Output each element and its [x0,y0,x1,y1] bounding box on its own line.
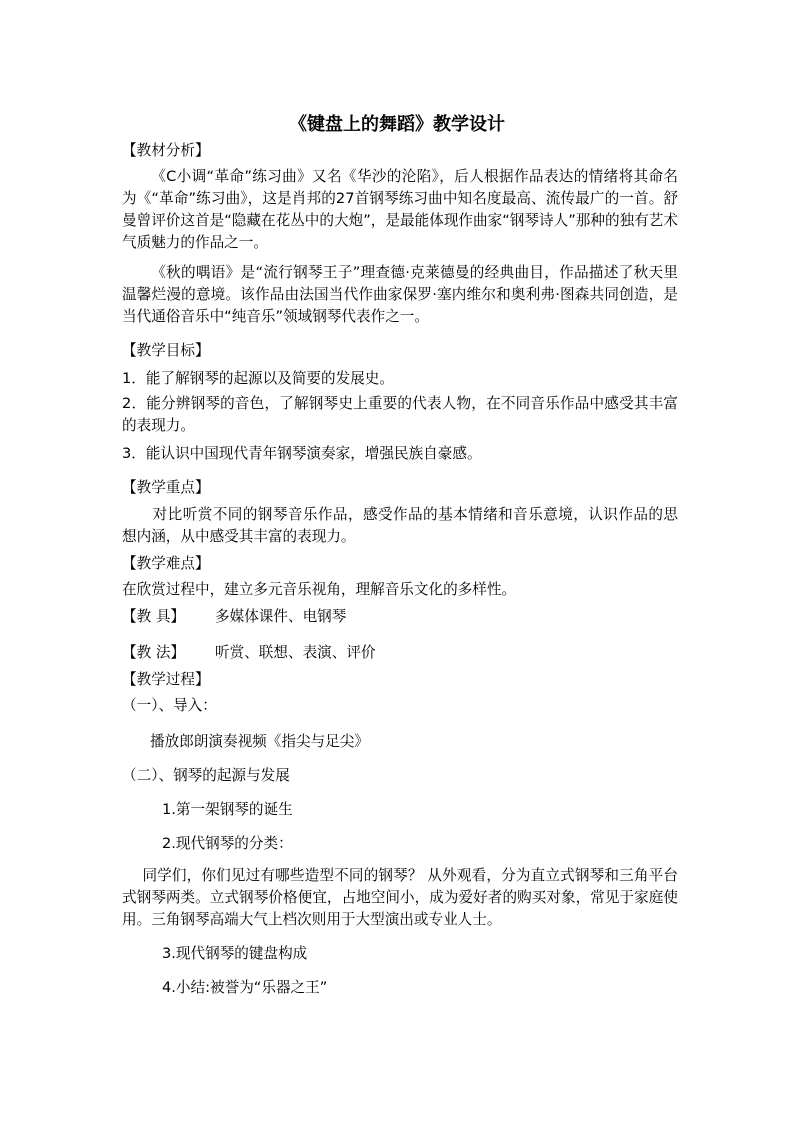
key-paragraph: 对比听赏不同的钢琴音乐作品，感受作品的基本情绪和音乐意境，认识作品的思想内涵，从中感受其丰富的表现力。 [122,506,678,545]
tools-label: 【教 具】 [122,608,186,625]
section-heading-key: 【教学重点】 [122,479,210,496]
method-label: 【教 法】 [122,644,186,661]
process-item-4: 4.小结:被誉为“乐器之王” [162,979,328,996]
process-step-2: （二）、钢琴的起源与发展 [122,767,290,784]
process-item-1: 1.第一架钢琴的诞生 [162,801,293,818]
process-item-3: 3.现代钢琴的键盘构成 [162,945,308,962]
process-item-2: 2.现代钢琴的分类： [162,835,293,852]
process-step-1-text: 播放郎朗演奏视频《指尖与足尖》 [150,733,369,750]
section-heading-analysis: 【教材分析】 [122,142,210,159]
section-heading-process: 【教学过程】 [122,671,210,688]
section-heading-difficulty: 【教学难点】 [122,555,210,572]
document-title: 《键盘上的舞蹈》教学设计 [289,114,505,135]
goal-item-2: 2．能分辨钢琴的音色，了解钢琴史上重要的代表人物，在不同音乐作品中感受其丰富的表现力。 [122,395,678,434]
analysis-paragraph-2: 《秋的喁语》是“流行钢琴王子”理查德·克莱德曼的经典曲目，作品描述了秋天里温馨烂漫的意境。该作品由法国当代作曲家保罗·塞内维尔和奥利弗·图森共同创造，是当代通俗音乐中“纯音乐”领域钢琴代表作之一。 [122,264,678,325]
goal-item-3: 3．能认识中国现代青年钢琴演奏家，增强民族自豪感。 [122,445,482,462]
process-step-1: （一）、导入： [122,697,217,714]
difficulty-text: 在欣赏过程中，建立多元音乐视角，理解音乐文化的多样性。 [122,581,517,598]
method-text: 听赏、联想、表演、评价 [215,644,376,661]
section-heading-goals: 【教学目标】 [122,342,210,359]
analysis-paragraph-1: 《C小调“革命”练习曲》又名《华沙的沦陷》，后人根据作品表达的情绪将其命名为《“革命”练习曲》，这是肖邦的27首钢琴练习曲中知名度最高、流传最广的一首。舒曼曾评价这首是“隐藏在花丛中的大炮”，是最能体现作曲家“钢琴诗人”那种的独有艺术气质魅力的作品之一。 [122,168,678,251]
tools-text: 多媒体课件、电钢琴 [215,608,347,625]
process-item-2-text: 同学们，你们见过有哪些造型不同的钢琴？ 从外观看，分为直立式钢琴和三角平台式钢琴两类。立式钢琴价格便宜，占地空间小，成为爱好者的购买对象，常见于家庭使用。三角钢琴高端大气上档次则用于大型演出或专业人士。 [122,867,678,928]
goal-item-1: 1．能了解钢琴的起源以及简要的发展史。 [122,370,394,387]
